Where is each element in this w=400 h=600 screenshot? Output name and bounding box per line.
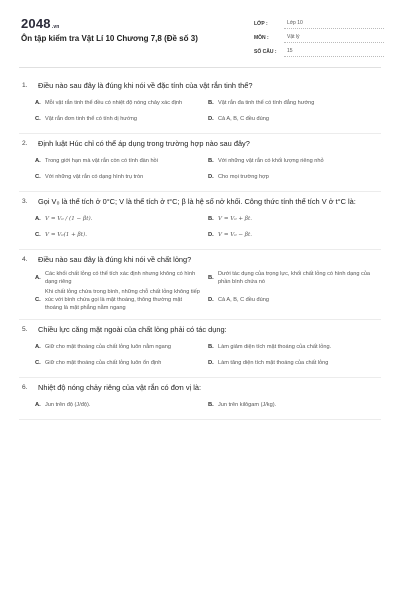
option-letter: B. xyxy=(208,344,214,350)
answer-option[interactable] xyxy=(208,339,381,355)
exam-meta xyxy=(254,17,384,59)
question-text: Gọi V₀ là thể tích ở 0°C; V là thể tích ở t°C; β là hệ số nở khối. Công thức tính thể tích V ở t°C là: xyxy=(38,197,356,206)
logo-text: 2048 xyxy=(21,16,51,31)
meta-value: Vật lý xyxy=(284,33,384,43)
question-number: 6. xyxy=(22,384,28,391)
option-text: Dưới tác dụng của trọng lực, khối chất lỏng có hình dạng của phần bình chứa nó xyxy=(218,271,371,285)
answer-option[interactable] xyxy=(208,397,381,413)
option-text: V = V₀ − βt. xyxy=(218,232,253,238)
option-letter: C. xyxy=(35,360,41,366)
question-number: 5. xyxy=(22,326,28,333)
answer-option[interactable] xyxy=(35,95,208,111)
meta-key: MÔN : xyxy=(254,35,269,41)
answer-option[interactable] xyxy=(35,227,208,243)
logo-suffix: .vn xyxy=(51,24,60,30)
option-text: Cả A, B, C đều đúng xyxy=(218,116,269,122)
option-letter: A. xyxy=(35,100,41,106)
option-letter: B. xyxy=(208,100,214,106)
question-stem xyxy=(19,383,381,393)
answer-option[interactable] xyxy=(208,95,381,111)
option-letter: A. xyxy=(35,216,41,222)
question-list xyxy=(19,76,381,420)
option-letter: C. xyxy=(35,116,41,122)
question-stem xyxy=(19,325,381,335)
question-item xyxy=(19,134,381,192)
question-text: Định luật Húc chỉ có thể áp dụng trong trường hợp nào sau đây? xyxy=(38,139,250,148)
meta-key: LỚP : xyxy=(254,21,268,27)
answer-option[interactable] xyxy=(208,111,381,127)
option-letter: D. xyxy=(208,360,214,366)
answer-options xyxy=(19,211,381,243)
option-letter: D. xyxy=(208,297,214,303)
answer-options xyxy=(19,397,381,413)
question-text: Điều nào sau đây là đúng khi nói về đặc tính của vật rắn tinh thể? xyxy=(38,81,253,90)
question-text: Điều nào sau đây là đúng khi nói về chất lỏng? xyxy=(38,255,192,264)
meta-key: SỐ CÂU : xyxy=(254,49,277,55)
option-text: Giữ cho mặt thoáng của chất lỏng luôn ổn định xyxy=(45,360,162,366)
answer-option[interactable] xyxy=(208,287,381,313)
answer-option[interactable] xyxy=(208,153,381,169)
answer-option[interactable] xyxy=(35,169,208,185)
meta-row-class xyxy=(254,17,384,31)
question-item xyxy=(19,320,381,378)
question-number: 4. xyxy=(22,256,28,263)
answer-option[interactable] xyxy=(208,227,381,243)
option-letter: B. xyxy=(208,402,214,408)
option-text: Trong giới hạn mà vật rắn còn có tính đàn hồi xyxy=(45,158,158,164)
brand-logo[interactable] xyxy=(21,16,60,31)
option-letter: D. xyxy=(208,232,214,238)
question-number: 1. xyxy=(22,82,28,89)
answer-options xyxy=(19,339,381,371)
answer-option[interactable] xyxy=(35,153,208,169)
question-item xyxy=(19,378,381,420)
option-letter: B. xyxy=(208,158,214,164)
option-text: Cả A, B, C đều đúng xyxy=(218,297,269,303)
option-text: Khi chất lỏng chứa trong bình, những chỗ chất lỏng không tiếp xúc với bình chứa gọi là mặt thoáng, thông thường mặt thoáng là mặt phẳng nằm ngang xyxy=(45,289,200,311)
question-text: Nhiệt độ nóng chảy riêng của vật rắn có đơn vị là: xyxy=(38,383,202,392)
option-letter: A. xyxy=(35,344,41,350)
answer-option[interactable] xyxy=(35,111,208,127)
answer-options xyxy=(19,269,381,313)
question-stem xyxy=(19,139,381,149)
option-letter: A. xyxy=(35,158,41,164)
option-text: Với những vật rắn có khối lượng riêng nhỏ xyxy=(218,158,324,164)
option-text: Jun trên độ (J/độ). xyxy=(45,402,91,408)
option-text: Các khối chất lỏng có thể tích xác định nhưng không có hình dạng riêng xyxy=(45,271,196,285)
option-text: Vật rắn đơn tinh thể có tính dị hướng xyxy=(45,116,137,122)
meta-value: Lớp 10 xyxy=(284,19,384,29)
answer-option[interactable] xyxy=(208,169,381,185)
answer-option[interactable] xyxy=(35,211,208,227)
question-item xyxy=(19,250,381,320)
question-item xyxy=(19,76,381,134)
answer-option[interactable] xyxy=(35,287,208,313)
answer-options xyxy=(19,95,381,127)
question-number: 3. xyxy=(22,198,28,205)
option-text: Jun trên kilôgam (J/kg). xyxy=(218,402,277,408)
option-letter: A. xyxy=(35,402,41,408)
option-text: Làm giảm diện tích mặt thoáng của chất lỏng. xyxy=(218,344,332,350)
option-text: Mỗi vật rắn tinh thể đều có nhiệt độ nóng chảy xác định xyxy=(45,100,183,106)
question-stem xyxy=(19,197,381,207)
question-item xyxy=(19,192,381,250)
option-letter: C. xyxy=(35,174,41,180)
option-letter: C. xyxy=(35,297,41,303)
answer-option[interactable] xyxy=(208,269,381,287)
option-text: Vật rắn đa tinh thể có tính đẳng hướng xyxy=(218,100,315,106)
answer-option[interactable] xyxy=(35,339,208,355)
header-divider xyxy=(19,67,381,68)
option-letter: D. xyxy=(208,174,214,180)
question-number: 2. xyxy=(22,140,28,147)
meta-row-count xyxy=(254,45,384,59)
answer-option[interactable] xyxy=(35,269,208,287)
option-letter: B. xyxy=(208,275,214,281)
option-text: Giữ cho mặt thoáng của chất lỏng luôn nằm ngang xyxy=(45,344,171,350)
meta-row-subject xyxy=(254,31,384,45)
meta-value: 15 xyxy=(284,47,384,57)
answer-option[interactable] xyxy=(35,355,208,371)
option-letter: D. xyxy=(208,116,214,122)
answer-options xyxy=(19,153,381,185)
option-text: Với những vật rắn có dạng hình trụ tròn xyxy=(45,174,144,180)
option-text: V = V₀(1 + βt). xyxy=(45,232,87,238)
option-text: V = V₀ + βt. xyxy=(218,216,253,222)
answer-option[interactable] xyxy=(208,211,381,227)
option-text: Cho mọi trường hợp xyxy=(218,174,269,180)
option-letter: A. xyxy=(35,275,41,281)
option-letter: B. xyxy=(208,216,214,222)
page-title: Ôn tập kiểm tra Vật Lí 10 Chương 7,8 (Đề số 3) xyxy=(21,34,198,43)
question-text: Chiều lực căng mặt ngoài của chất lỏng phải có tác dụng: xyxy=(38,325,227,334)
question-stem xyxy=(19,81,381,91)
option-text: V = V₀ / (1 − βt). xyxy=(45,216,93,222)
option-text: Làm tăng diện tích mặt thoáng của chất lỏng xyxy=(218,360,329,366)
answer-option[interactable] xyxy=(35,397,208,413)
option-letter: C. xyxy=(35,232,41,238)
question-stem xyxy=(19,255,381,265)
answer-option[interactable] xyxy=(208,355,381,371)
